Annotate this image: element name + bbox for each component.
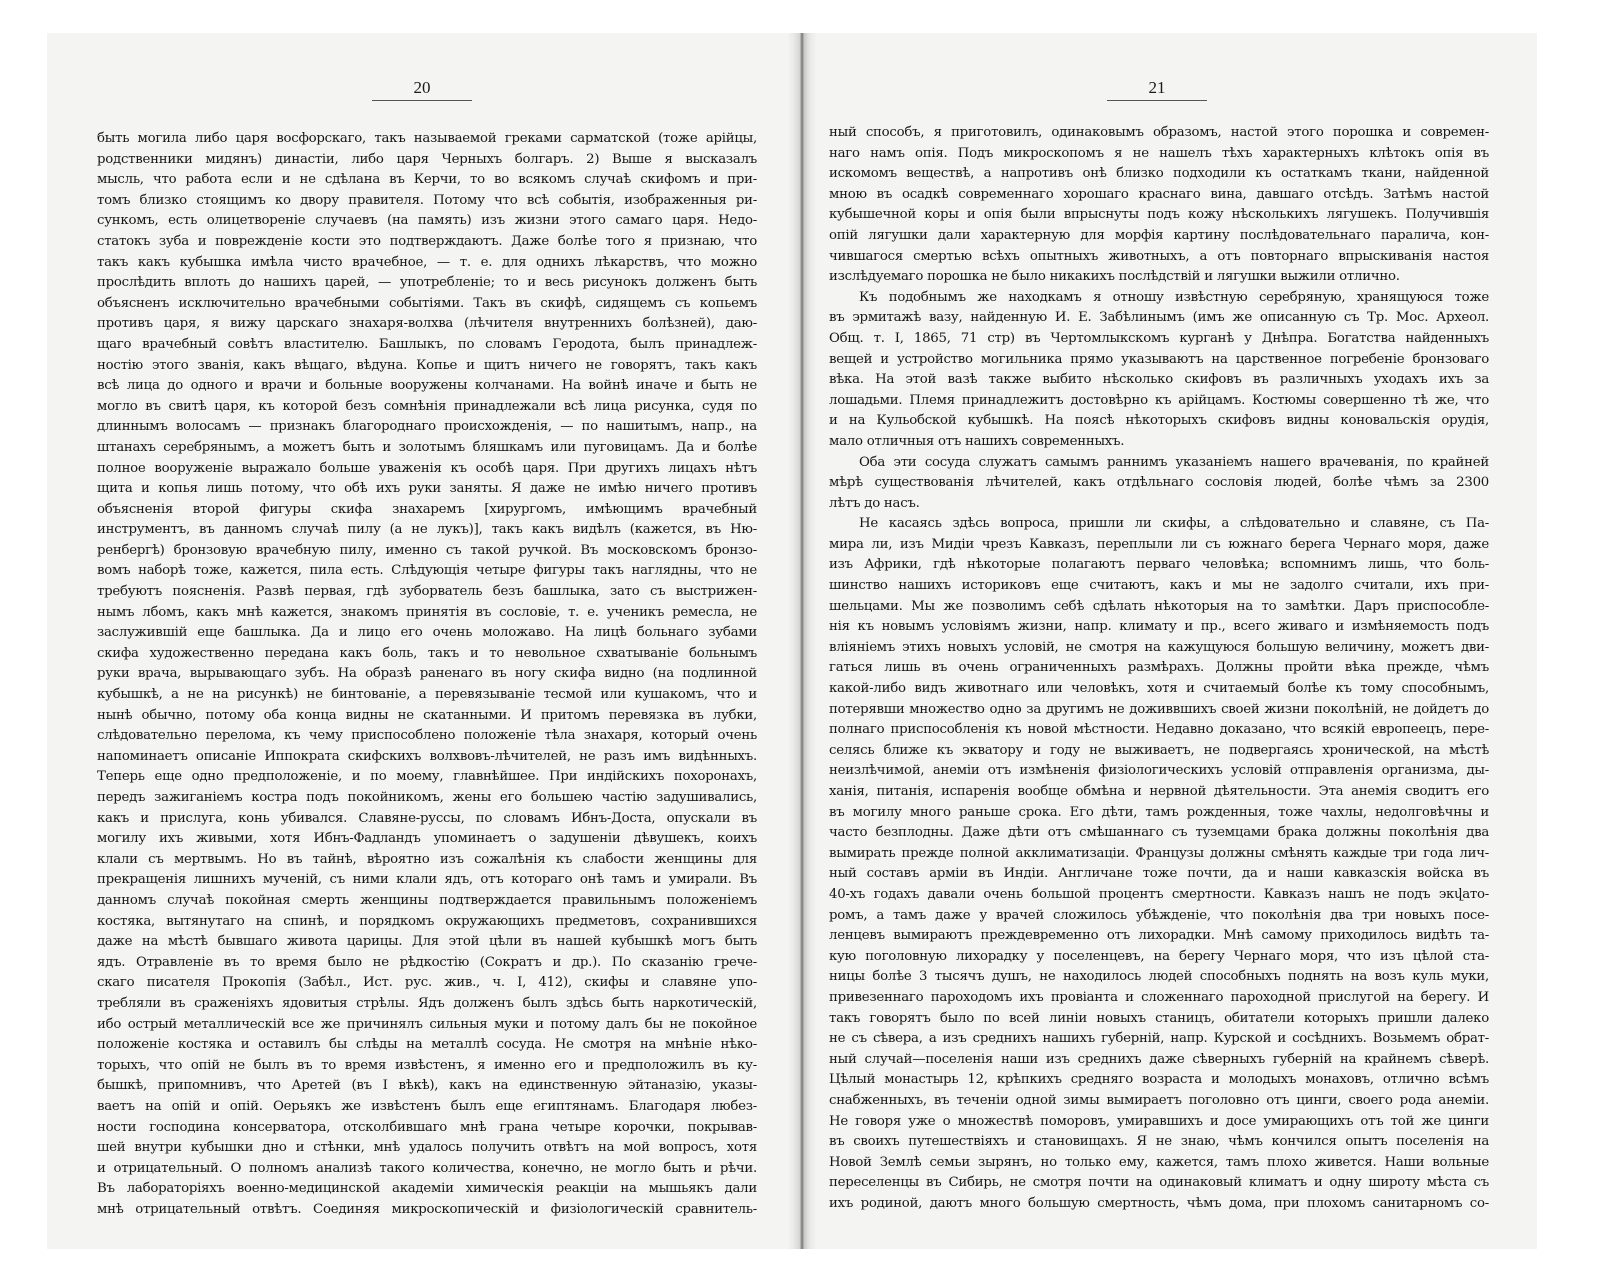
text-line: опій лягушки дали характерную для морфія картину послѣдовательнаго паралича, кон- — [829, 227, 1489, 243]
text-line: заслужившій еще башлыка. Да и лицо его очень моложаво. На лицѣ больнаго зубами — [97, 625, 757, 641]
text-line: могилу ихъ живыми, хотя Ибнъ-Фадландъ упоминаетъ о задушеніи дѣвушекъ, коихъ — [97, 831, 757, 847]
text-line: полнаго приспособленія къ новой мѣстности. Недавно доказано, что всякій европеецъ, пере- — [829, 722, 1489, 738]
text-line: кубышкѣ, а не на рисункѣ) не бинтованіе, а перевязываніе тесмой или кушакомъ, что и — [97, 687, 757, 703]
text-line: въ своихъ путешествіяхъ и становищахъ. Я не знаю, чѣмъ кончился опытъ поселенія на — [829, 1134, 1489, 1150]
text-line: Оба эти сосуда служатъ самымъ раннимъ указаніемъ нашего врачеванія, по крайней — [859, 454, 1489, 470]
text-line: мира ли, изъ Мидіи чрезъ Кавказъ, переплыли ли съ южнаго берега Чернаго моря, даже — [829, 536, 1489, 552]
text-line: неизлѣчимой, анеміи отъ измѣненія физіологическихъ условій отправленія организма, ды- — [829, 763, 1489, 779]
text-line: Не касаясь здѣсь вопроса, пришли ли скифы, а слѣдовательно и славяне, съ Па- — [859, 516, 1489, 532]
text-line: статокъ зуба и поврежденіе кости это подтверждаютъ. Даже болѣе того я признаю, что — [97, 233, 757, 249]
text-line: искомомъ веществѣ, а напротивъ онѣ близко подходили къ остаткамъ ткани, найденной — [829, 166, 1489, 182]
text-line: прослѣдить вплоть до нашихъ царей, — употребленіе; то и весь рисунокъ долженъ быть — [97, 275, 757, 291]
text-line: ибо острый металлическій все же причинялъ сильныя муки и потому далъ бы не покойное — [97, 1016, 757, 1032]
text-line: объясненъ исключительно врачебными событіями. Такъ въ скифѣ, сидящемъ съ копьемъ — [97, 295, 757, 311]
text-line: вомъ наборѣ тоже, кажется, пила есть. Слѣдующія четыре фигуры такъ наглядны, что не — [97, 563, 757, 579]
text-line: клали съ мертвымъ. Но въ тайнѣ, вѣроятно изъ сожалѣнія къ слабости женщины для — [97, 851, 757, 867]
left-page-text — [97, 129, 757, 1220]
text-line: какъ и прислуга, конь убивался. Славяне-руссы, по словамъ Ибнъ-Доста, опускали въ — [97, 810, 757, 826]
text-line: торыхъ, что опій не былъ въ то время извѣстенъ, я именно его и предположилъ въ ку- — [97, 1057, 757, 1073]
text-line: Не говоря уже о множествѣ поморовъ, умиравшихъ и досе умирающихъ отъ той же цинги — [829, 1113, 1489, 1129]
text-line: штанахъ серебрянымъ, а можетъ быть и золотымъ бляшкамъ или пуговицамъ. Да и болѣе — [97, 439, 757, 455]
left-page — [47, 33, 802, 1249]
text-line: положеніе костяка и оставилъ бы слѣды на металлѣ сосуда. Не смотря на мнѣніе нѣко- — [97, 1037, 757, 1053]
text-line: мнѣ отрицательный отвѣтъ. Соединяя микроскопическій и физіологическій сравнитель- — [97, 1201, 757, 1217]
text-line: Въ лабораторіяхъ военно-медицинской академіи химическія реакціи на мышьякъ дали — [97, 1181, 757, 1197]
right-page — [807, 33, 1537, 1249]
text-line: сункомъ, есть олицетвореніе случаевъ (на память) изъ жизни этого самаго царя. Недо- — [97, 213, 757, 229]
text-line: какой-либо видъ животнаго или человѣкъ, хотя и считаемый болѣе къ тому способнымъ, — [829, 681, 1489, 697]
text-line: и отрицательный. О полномъ анализѣ такого количества, конечно, не могло быть и рѣчи. — [97, 1160, 757, 1176]
text-line: прекращенія лишнихъ мученій, съ ними клали ядъ, отъ котораго онѣ тамъ и умирали. Въ — [97, 872, 757, 888]
text-line: мною въ осадкѣ современнаго хорошаго краснаго вина, давшаго отсѣдъ. Затѣмъ настой — [829, 186, 1489, 202]
text-line: вліяніемъ этихъ новыхъ условій, не смотря на кажущуюся большую величину, можетъ дви- — [829, 639, 1489, 655]
text-line: ный случай—поселенія наши изъ среднихъ даже сѣверныхъ губерній на крайнемъ сѣверѣ. — [829, 1051, 1489, 1067]
text-line: напоминаетъ описаніе Иппократа скифскихъ волхвовъ-лѣчителей, не разъ имъ видѣнныхъ. — [97, 748, 757, 764]
text-line: полное вооруженіе выражало больше уваженія къ особѣ царя. При другихъ лицахъ нѣтъ — [97, 460, 757, 476]
text-line: быть могила либо царя восфорскаго, такъ называемой греками сарматской (тоже арійцы, — [97, 131, 757, 146]
text-line: ваетъ на опій и опій. Оерьякъ же извѣстенъ былъ еще египтянамъ. Благодаря любез- — [97, 1098, 757, 1114]
text-line: лошадьми. Племя принадлежитъ достовѣрно къ арійцамъ. Костюмы совершенно тѣ же, что — [829, 392, 1489, 408]
text-line: такъ какъ кубышка имѣла чисто врачебное, — т. е. для однихъ лѣкарствъ, что можно — [97, 254, 757, 270]
text-line: инструментъ, въ данномъ случаѣ пилу (а не лукъ)], такъ какъ видѣлъ (кажется, въ Ню- — [97, 522, 757, 538]
text-line: чившагося смертью всѣхъ опытныхъ животныхъ, а отъ повторнаго впрыскиванія настоя — [829, 248, 1489, 264]
text-line: ренбергѣ) бронзовую врачебную пилу, именно съ такой ручкой. Въ московскомъ бронзо- — [97, 542, 757, 558]
text-line: даже на мѣстѣ бывшаго живота царицы. Для этой цѣли въ нашей кубышкѣ могъ быть — [97, 934, 757, 950]
text-line: всѣ лица до одного и врачи и больные вооружены колчанами. На войнѣ иначе и быть не — [97, 378, 757, 394]
text-line: данномъ случаѣ покойная смерть женщины подтверждается правильнымъ положеніемъ — [97, 892, 757, 908]
text-line: томъ близко стоящимъ ко двору правителя. Потому что всѣ событія, изображенныя ри- — [97, 192, 757, 208]
text-line: костяка, вытянутаго на спинѣ, и порядкомъ окружающихъ предметовъ, сохранившихся — [97, 913, 757, 929]
text-line: требуютъ поясненія. Развѣ первая, гдѣ зуборватель безъ башлыка, зато съ выстрижен- — [97, 584, 757, 600]
text-line: передъ зажиганіемъ костра подъ покойникомъ, жены его большею частію задушивались, — [97, 790, 757, 805]
text-line: объясненія второй фигуры скифа знахаремъ [хирургомъ, имѣющимъ врачебный — [97, 501, 757, 517]
text-line: бышкѣ, припомнивъ, что Аретей (въ I вѣкѣ), какъ на единственную эйтаназію, указы- — [97, 1078, 757, 1094]
right-page-text — [829, 123, 1489, 1214]
text-line: кубышечной коры и опія были впрыснуты подъ кожу нѣсколькихъ лягушекъ. Получившія — [829, 207, 1489, 223]
text-line: шельцами. Мы же позволимъ себѣ сдѣлать нѣкоторыя на то замѣтки. Даръ приспособле- — [829, 598, 1489, 614]
text-line: вымирать прежде полной акклиматизаціи. Французы должны смѣнять каждые три года лич- — [829, 845, 1489, 861]
text-line: щаго врачебный совѣтъ властителю. Башлыкъ, по словамъ Геродота, былъ принадлеж- — [97, 336, 757, 352]
text-line: слѣдовательно перелома, къ чему приспособлено положеніе тѣла знахаря, который очень — [97, 728, 757, 744]
text-line: мысль, что работа если и не сдѣлана въ Керчи, то во всякомъ случаѣ скифомъ и при- — [97, 172, 757, 188]
text-line: мало отличныя отъ нашихъ современныхъ. — [829, 433, 1125, 449]
text-line: вещей и устройство могильника прямо указываютъ на царственное погребеніе бронзоваго — [829, 351, 1489, 367]
text-line: нія къ новымъ условіямъ жизни, напр. климату и пр., всего живаго и измѣняемость подъ — [829, 619, 1489, 635]
text-line: ный составъ арміи въ Индіи. Англичане тоже почти, да и наши кавказскія войска въ — [829, 866, 1489, 882]
text-line: потерявши множество одно за другимъ не доживвшихъ своей жизни поколѣній, не дойдетъ до — [829, 701, 1489, 717]
text-line: часто безплодны. Даже дѣти отъ смѣшаннаго съ туземцами брака должны поколѣнія два — [829, 825, 1489, 841]
text-line: шей внутри кубышки дно и стѣнки, мнѣ удалось получить отвѣтъ на мой вопросъ, хотя — [97, 1140, 757, 1156]
text-line: изъ Африки, гдѣ нѣкоторые полагаютъ перваго человѣка; вспомнимъ лишь, что боль- — [829, 557, 1489, 573]
text-line: ностію этого званія, какъ вѣщаго, вѣдуна. Копье и щитъ ничего не говорятъ, такъ какъ — [97, 357, 757, 373]
text-line: ный способъ, я приготовилъ, одинаковымъ образомъ, настой этого порошка и современ- — [829, 125, 1489, 140]
text-line: ленцевъ вымираютъ преждевременно отъ лихорадки. Мнѣ самому приходилось видѣть та- — [829, 928, 1489, 944]
left-page-number: 20 — [372, 78, 472, 101]
text-line: ности господина консерватора, отсколбившаго мнѣ грана четыре корочки, покрывав- — [97, 1119, 757, 1135]
text-line: снабженныхъ, въ теченіи одной зимы вымираетъ поголовно отъ цинги, своего рода анеміи. — [829, 1092, 1489, 1108]
text-line: могло въ свитѣ царя, къ которой безъ сомнѣнія принадлежали всѣ лица рисунка, судя по — [97, 398, 757, 414]
text-line: Къ подобнымъ же находкамъ я отношу извѣстную серебряную, хранящуюся тоже — [859, 289, 1489, 305]
text-line: шинство нашихъ историковъ еще считаютъ, какъ и мы не задолго считали, ихъ при- — [829, 578, 1489, 594]
text-line: руки врача, вырывающаго зубъ. На образѣ раненаго въ ногу скифа видно (на подлинной — [97, 666, 757, 682]
book-gutter-fold — [787, 33, 817, 1249]
text-line: требляли въ сраженіяхъ ядовитыя стрѣлы. Ядъ долженъ былъ здѣсь быть наркотическій, — [97, 995, 757, 1011]
text-line: Новой Землѣ семьи зырянъ, но только ему, кажется, тамъ плохо живется. Наши вольные — [829, 1154, 1489, 1170]
text-line: ницы болѣе 3 тысячъ душъ, не находилось людей способныхъ поднять на возъ куль муки, — [829, 969, 1489, 985]
text-line: длиннымъ волосамъ — признакъ благороднаго происхожденія, — по нашитымъ, напр., на — [97, 419, 757, 435]
text-line: такъ говорятъ было по всей линіи новыхъ станицъ, обитатели которыхъ пришли далеко — [829, 1010, 1489, 1026]
text-line: щита и копья лишь потому, что обѣ ихъ руки заняты. Я даже не имѣю ничего противъ — [97, 481, 757, 497]
text-line: Цѣлый монастырь 12, крѣпкихъ средняго возраста и молодыхъ монаховъ, отлично всѣмъ — [829, 1072, 1489, 1088]
text-line: привезеннаго пароходомъ ихъ провіанта и сложеннаго пароходной прислугой на берегу. И — [829, 989, 1489, 1005]
text-line: скаго писателя Прокопія (Забѣл., Ист. рус. жив., ч. I, 412), скифы и славяне упо- — [97, 975, 757, 991]
text-line: гаться лишь въ очень ограниченныхъ размѣрахъ. Должны пройти вѣка прежде, чѣмъ — [829, 660, 1489, 676]
text-line: родственники мидянъ) династіи, либо царя Черныхъ болгаръ. 2) Выше я высказалъ — [97, 151, 757, 167]
book-spread-scan — [47, 33, 1537, 1249]
text-line: мѣрѣ существованія лѣчителей, какъ отдѣльнаго сословія людей, болѣе чѣмъ за 2300 — [829, 475, 1489, 491]
text-line: противъ царя, я вижу царскаго знахаря-волхва (лѣчителя внутреннихъ болѣзней), даю- — [97, 316, 757, 332]
text-line: въ могилу много раньше срока. Его дѣти, тамъ рожденныя, тоже чахлы, недолговѣчны и — [829, 804, 1489, 820]
text-line: ихъ родиной, даютъ много большую смертность, чѣмъ дома, при плохомъ санитарномъ со- — [829, 1195, 1489, 1211]
text-line: селясь ближе къ экватору и году не выживаетъ, не подвергаясь хронической, на мѣстѣ — [829, 742, 1489, 758]
text-line: Общ. т. I, 1865, 71 стр) въ Чертомлыкскомъ курганѣ у Днѣпра. Богатства найденныхъ — [829, 330, 1489, 346]
right-page-number: 21 — [1107, 78, 1207, 101]
text-line: ханія, питанія, испаренія вообще обмѣна и нервной дѣятельности. Эта анемія сводитъ его — [829, 784, 1489, 799]
text-line: переселенцы въ Сибирь, не смотря почти на одинаковый климатъ и одну широту мѣста съ — [829, 1175, 1489, 1191]
text-line: изслѣдуемаго порошка не было никакихъ послѣдствій и лягушки выжили отлично. — [829, 269, 1400, 285]
text-line: въ эрмитажѣ вазу, найденную И. Е. Забѣлинымъ (имъ же описанную съ Тр. Мос. Археол. — [829, 310, 1489, 326]
text-line: кую поголовную лихорадку у поселенцевъ, на берегу Чернаго моря, что изъ цѣлой ста- — [829, 948, 1489, 964]
text-line: лѣтъ до насъ. — [829, 495, 920, 511]
text-line: ядъ. Отравленіе въ то время было не рѣдкостію (Сократъ и др.). По сказанію грече- — [97, 954, 757, 970]
text-line: нымъ лбомъ, какъ мнѣ кажется, знакомъ принятія въ сословіе, т. е. ученикъ ремесла, не — [97, 604, 757, 620]
text-line: вѣка. На этой вазѣ также выбито нѣсколько скифовъ въ различныхъ уходахъ ихъ за — [829, 372, 1489, 388]
text-line: не съ сѣвера, а изъ среднихъ нашихъ губерній, напр. Курской и сосѣднихъ. Возьмемъ обрат- — [829, 1031, 1489, 1047]
text-line: нынѣ обычно, потому оба конца видны не скатанными. И притомъ перевязка въ лубки, — [97, 707, 757, 723]
text-line: наго намъ опія. Подъ микроскопомъ я не нашелъ тѣхъ характерныхъ клѣтокъ опія въ — [829, 145, 1489, 161]
text-line: 40-хъ годахъ давали очень большой процентъ смертности. Кавказъ нашъ не подъ экվато- — [829, 886, 1489, 902]
text-line: Теперь еще одно предположеніе, и по моему, главнѣйшее. При индійскихъ похоронахъ, — [97, 769, 757, 785]
text-line: скифа художественно передана какъ боль, такъ и то невольное схватываніе больнымъ — [97, 645, 757, 661]
text-line: и на Кульобской кубышкѣ. На поясѣ нѣкоторыхъ скифовъ видны коновальскія орудія, — [829, 413, 1489, 429]
text-line: ромъ, а тамъ даже у врачей сложилось убѣжденіе, что поколѣнія два три новыхъ посе- — [829, 907, 1489, 923]
